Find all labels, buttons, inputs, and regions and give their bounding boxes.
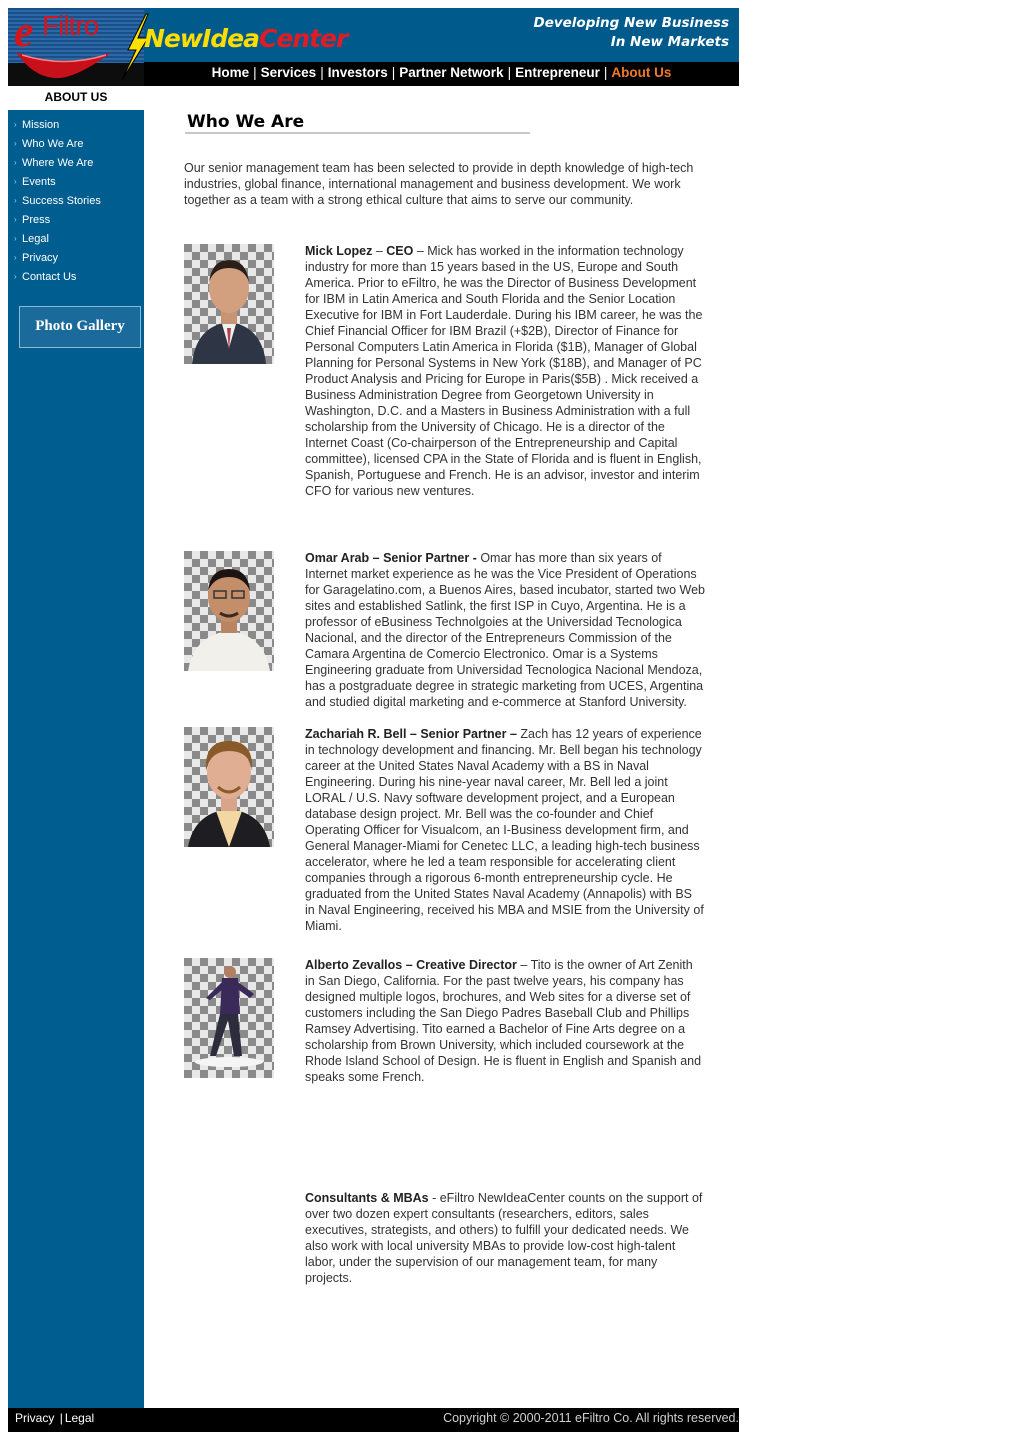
nav-separator: | [253,65,257,80]
nav-entrepreneur[interactable]: Entrepreneur [515,65,600,80]
nav-investors[interactable]: Investors [327,65,388,80]
nav-separator: | [320,65,324,80]
sidebar-item-label: Privacy [22,252,59,264]
bio-alberto-zevallos [305,957,705,1085]
tagline [533,14,729,52]
footer [8,1408,739,1432]
tagline-line-2: In New Markets [610,34,729,50]
sidebar-item-label: Who We Are [22,138,84,150]
page [8,8,739,1432]
photo-mick-lopez [184,244,274,364]
consultants-section [305,1190,705,1286]
bio-role-separator: – [406,727,421,741]
bullet-icon: › [14,272,17,281]
sidebar-item-label: Press [22,214,51,226]
bullet-icon: › [14,120,17,129]
sidebar-item-mission[interactable] [8,117,101,136]
nav-separator: | [603,65,608,80]
footer-link-legal[interactable]: Legal [64,1411,95,1425]
bio-text: Zach has 12 years of experience in technology development and financing. Mr. Bell began his technology career at the United States Naval Academy with a BS in Naval Engineering. During his nine-year naval career, Mr. Bell led a joint LORAL / U.S. Navy software development project, and a European database design project. Mr. Bell was the co-founder and Chief Operating Officer for Visualcom, an I-Business development firm, and General Manager-Miami for Cenetec LLC, a leading high-tech business accelerator, where he led a team responsible for accelerating client companies through a rigorous 6-month entrepreneurship cycle. He graduated from the United States Naval Academy (Annapolis) with BS in Naval Engineering, received his MBA and MSIE from the University of Miami. [305,727,704,933]
sidebar-item-contact-us[interactable] [8,269,101,288]
footer-link-privacy[interactable]: Privacy [15,1411,55,1425]
footer-links [15,1408,94,1428]
nav-separator: | [507,65,512,80]
bullet-icon: › [14,215,17,224]
sidebar [8,110,144,1408]
bullet-icon: › [14,139,17,148]
bio-role: CEO [386,244,414,258]
top-nav [144,62,739,86]
sidebar-item-legal[interactable] [8,231,101,250]
sidebar-item-label: Contact Us [22,271,77,283]
nav-services[interactable]: Services [260,65,317,80]
sidebar-item-press[interactable] [8,212,101,231]
newideacenter-logo [144,24,347,53]
sidebar-item-events[interactable] [8,174,101,193]
bio-name: Alberto Zevallos [305,958,403,972]
tagline-line-1: Developing New Business [533,15,729,31]
sidebar-item-privacy[interactable] [8,250,101,269]
bio-zachariah-bell [305,726,705,934]
nav-home[interactable]: Home [211,65,250,80]
page-title: Who We Are [187,112,305,132]
bio-role-separator: – [369,551,384,565]
bio-name: Omar Arab [305,551,370,565]
sidebar-item-where-we-are[interactable] [8,155,101,174]
nav-partner-network[interactable]: Partner Network [399,65,504,80]
sidebar-item-success-stories[interactable] [8,193,101,212]
sidebar-item-label: Events [22,176,56,188]
photo-zachariah-bell [184,727,274,847]
photo-gallery-button[interactable]: Photo Gallery [19,306,141,348]
sidebar-item-label: Success Stories [22,195,101,207]
sidebar-title: ABOUT US [44,90,108,104]
consultants-text: - eFiltro NewIdeaCenter counts on the support of over two dozen expert consultants (researchers, editors, sales executives, strategists, and others) to fulfill your dedicated needs. We also work with local university MBAs to provide low-cost high-talent labor, under the supervision of our management team, for many projects. [305,1191,703,1285]
sidebar-menu [8,117,101,288]
bio-role: Creative Director [416,958,517,972]
bio-role-separator: – [402,958,417,972]
bullet-icon: › [14,196,17,205]
sidebar-item-label: Mission [22,119,60,131]
photo-omar-arab [184,551,274,671]
consultants-heading: Consultants & MBAs [305,1191,429,1205]
bullet-icon: › [14,158,17,167]
nav-separator: | [391,65,396,80]
bio-text: – Mick has worked in the information technology industry for more than 15 years based in the US, Europe and South America. Prior to eFiltro, he was the Director of Business Development for IBM in Latin America and South Florida and the Senior Location Executive for IBM in Fort Lauderdale. During his IBM career, he was the Chief Financial Officer for IBM Brazil (+$2B), Director of Finance for Personal Computers Latin America in Florida ($1B), Manager of Global Planning for Personal Systems in New York ($18B), and Manager of PC Product Analysis and Pricing for Europe in Paris($5B) . Mick received a Business Administration Degree from Georgetown University in Washington, D.C. and a Masters in Business Administration with a full scholarship from the University of Chicago. He is a director of the Internet Coast (Co-chairperson of the Entrepreneurship and Capital committee), licensed CPA in the State of Florida and is fluent in English, Spanish, Portuguese and French. He is an advisor, investor and interim CFO for various new ventures. [305,244,703,498]
bullet-icon: › [14,253,17,262]
bio-text: – Tito is the owner of Art Zenith in San Diego, California. For the past twelve years, his company has designed multiple logos, brochures, and Web sites for a diverse set of customers including the San Diego Padres Baseball Club and Phillips Ramsey Advertising. Tito earned a Bachelor of Fine Arts degree on a scholarship from Brown University, which included coursework at the Rhode Island School of Design. He is fluent in English and Spanish and speaks some French. [305,958,702,1084]
sidebar-item-who-we-are[interactable] [8,136,101,155]
logo-e-letter: e [14,8,34,56]
bio-role: Senior Partner - [383,551,477,565]
footer-separator: | [59,1411,63,1425]
header [8,8,739,86]
bullet-icon: › [14,177,17,186]
bio-name: Zachariah R. Bell [305,727,407,741]
photo-alberto-zevallos [184,958,274,1078]
logo-filtro-text: Filtro [42,10,99,41]
title-underline [185,132,530,134]
bio-text: Omar has more than six years of Internet market experience as he was the Vice President of Operations for Garagelatino.com, a Buenos Aires, based incubator, started two Web sites and established Satlink, the first ISP in Cuyo, Argentina. He is a professor of eBusiness Technolgoies at the Universidad Tecnologica Nacional, and the director of the Entrepreneurs Commission of the Camara Argentina de Comercio Electronico. Omar is a Systems Engineering graduate from Universidad Tecnologica Nacional Mendoza, has a postgraduate degree in strategic marketing from UCES, Argentina and studied digital marketing and e-commerce at Stanford University. [305,551,705,709]
intro-paragraph: Our senior management team has been selected to provide in depth knowledge of high-tech industries, global finance, international management and business development. We work together as a team with a strong ethical culture that aims to serve our community. [184,161,694,207]
bio-name: Mick Lopez [305,244,373,258]
bullet-icon: › [14,234,17,243]
nav-about-us[interactable]: About Us [611,65,672,80]
bio-role: Senior Partner – [420,727,517,741]
sidebar-item-label: Where We Are [22,157,94,169]
logo-newidea-text: NewIdea [144,24,259,53]
logo-swoosh-icon [14,46,114,82]
bio-omar-arab [305,550,705,710]
bio-role-separator: – [372,244,387,258]
copyright: Copyright © 2000-2011 eFiltro Co. All rights reserved. [443,1411,739,1425]
sidebar-item-label: Legal [22,233,49,245]
bio-mick-lopez [305,243,705,499]
logo-center-text: Center [259,24,348,53]
